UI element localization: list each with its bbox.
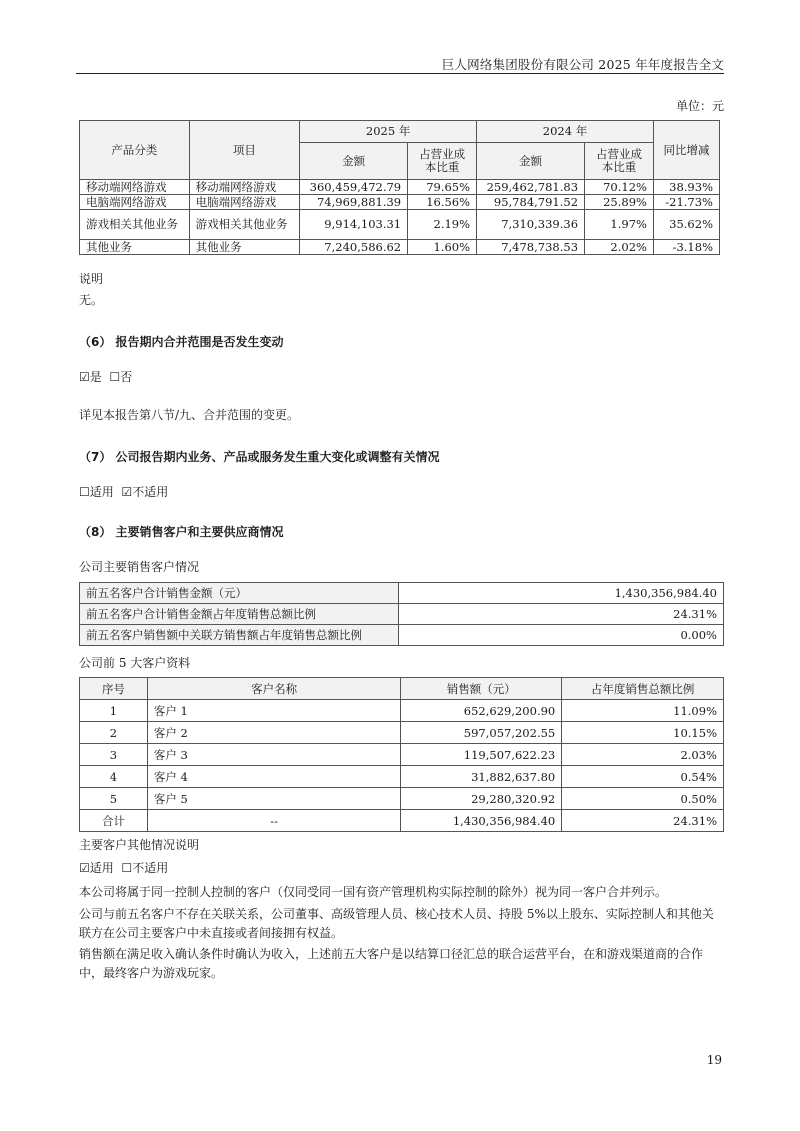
- summary-value-cell: 0.00%: [399, 625, 724, 646]
- amount-2025-cell: 7,240,586.62: [300, 240, 408, 255]
- ratio-cell: 0.54%: [562, 766, 724, 788]
- customer-name-cell: 客户 3: [147, 744, 400, 766]
- section6-no-checkbox[interactable]: ☐: [109, 370, 121, 384]
- note-label: 说明: [79, 272, 104, 286]
- amount-2025-cell: 9,914,103.31: [300, 210, 408, 240]
- amount-2024-header: 金额: [477, 143, 585, 180]
- customer-name-header: 客户名称: [147, 678, 400, 700]
- section7-not-applicable-checkbox[interactable]: ☑: [121, 485, 133, 499]
- section8-heading: （8） 主要销售客户和主要供应商情况: [79, 525, 284, 539]
- ratio-2024-cell: 1.97%: [585, 210, 654, 240]
- item-cell: 移动端网络游戏: [189, 180, 300, 195]
- yoy-change-cell: -3.18%: [653, 240, 719, 255]
- seq-header: 序号: [80, 678, 148, 700]
- summary-row: [80, 625, 724, 646]
- yoy-change-cell: 35.62%: [653, 210, 719, 240]
- col-category-header: 产品分类: [80, 121, 190, 180]
- ratio-2024-cell: 2.02%: [585, 240, 654, 255]
- other-applicable-label: 适用: [89, 861, 114, 875]
- yoy-change-cell: 38.93%: [653, 180, 719, 195]
- amount-2025-cell: 360,459,472.79: [300, 180, 408, 195]
- summary-label-cell: 前五名客户合计销售金额占年度销售总额比例: [80, 604, 399, 625]
- section7-applicable-label: 适用: [89, 485, 114, 499]
- ratio-2024-cell: 70.12%: [585, 180, 654, 195]
- summary-row: [80, 583, 724, 604]
- note-text: 无。: [79, 293, 104, 307]
- section6-options: [79, 370, 132, 385]
- unit-label: 单位：元: [675, 99, 724, 113]
- customer-name-cell: 客户 2: [147, 722, 400, 744]
- amount-2024-cell: 7,478,738.53: [477, 240, 585, 255]
- paragraph-2: 公司与前五名客户不存在关联关系，公司董事、高级管理人员、核心技术人员、持股 5%以上股东、实际控制人和其他关联方在公司主要客户中未直接或者间接拥有权益。: [79, 907, 714, 940]
- page-number: 19: [706, 1053, 722, 1067]
- amount-2024-cell: 7,310,339.36: [477, 210, 585, 240]
- seq-cell: 4: [80, 766, 148, 788]
- seq-cell: 2: [80, 722, 148, 744]
- sales-header: 销售额（元）: [401, 678, 562, 700]
- total-name: --: [147, 810, 400, 832]
- amount-2025-cell: 74,969,881.39: [300, 195, 408, 210]
- item-cell: 其他业务: [189, 240, 300, 255]
- year-2024-header: 2024 年: [477, 121, 654, 143]
- customer-row: [80, 744, 724, 766]
- other-not-applicable-label: 不适用: [132, 861, 169, 875]
- sales-cell: 29,280,320.92: [401, 788, 562, 810]
- section6-yes-label: 是: [89, 370, 102, 384]
- total-sales: 1,430,356,984.40: [401, 810, 562, 832]
- sales-cell: 652,629,200.90: [401, 700, 562, 722]
- ratio-2025-cell: 1.60%: [408, 240, 477, 255]
- product-category-cell: 游戏相关其他业务: [80, 210, 190, 240]
- header-rule: [76, 73, 724, 74]
- ratio-2024-cell: 25.89%: [585, 195, 654, 210]
- product-category-cell: 电脑端网络游戏: [80, 195, 190, 210]
- other-info-options: [79, 861, 168, 876]
- summary-value-cell: 1,430,356,984.40: [399, 583, 724, 604]
- item-cell: 电脑端网络游戏: [189, 195, 300, 210]
- customer-name-cell: 客户 5: [147, 788, 400, 810]
- total-ratio: 24.31%: [562, 810, 724, 832]
- amount-2025-header: 金额: [300, 143, 408, 180]
- ratio-2025-header: 占营业成本比重: [408, 143, 477, 180]
- seq-cell: 1: [80, 700, 148, 722]
- customer-name-cell: 客户 1: [147, 700, 400, 722]
- customer-summary-table: [79, 582, 724, 646]
- yoy-change-cell: -21.73%: [653, 195, 719, 210]
- customer-row: [80, 766, 724, 788]
- cost-table-row: [80, 180, 720, 195]
- ratio-cell: 0.50%: [562, 788, 724, 810]
- customer-row: [80, 788, 724, 810]
- section7-applicable-checkbox[interactable]: ☐: [79, 485, 90, 499]
- cost-table-row: [80, 195, 720, 210]
- product-category-cell: 移动端网络游戏: [80, 180, 190, 195]
- ratio-2025-cell: 2.19%: [408, 210, 477, 240]
- other-info-title: 主要客户其他情况说明: [79, 838, 200, 852]
- cost-table-row: [80, 210, 720, 240]
- other-not-applicable-checkbox[interactable]: ☐: [121, 861, 133, 875]
- year-2025-header: 2025 年: [300, 121, 477, 143]
- ratio-cell: 2.03%: [562, 744, 724, 766]
- total-label: 合计: [80, 810, 148, 832]
- section7-heading: （7） 公司报告期内业务、产品或服务发生重大变化或调整有关情况: [79, 450, 440, 464]
- top5-title: 公司前 5 大客户资料: [79, 656, 191, 670]
- amount-2024-cell: 95,784,791.52: [477, 195, 585, 210]
- col-item-header: 项目: [189, 121, 300, 180]
- paragraph-3: 销售额在满足收入确认条件时确认为收入，上述前五大客户是以结算口径汇总的联合运营平台，在和游戏渠道商的合作中，最终客户为游戏玩家。: [79, 947, 704, 980]
- yoy-header: 同比增减: [653, 121, 719, 180]
- sales-cell: 31,882,637.80: [401, 766, 562, 788]
- section7-not-applicable-label: 不适用: [132, 485, 169, 499]
- section6-no-label: 否: [120, 370, 133, 384]
- customer-row: [80, 722, 724, 744]
- customer-row: [80, 700, 724, 722]
- sales-cell: 597,057,202.55: [401, 722, 562, 744]
- ratio-2025-cell: 16.56%: [408, 195, 477, 210]
- top5-customers-table: [79, 677, 724, 832]
- operating-cost-table: [79, 120, 720, 255]
- header-title: 巨人网络集团股份有限公司 2025 年年度报告全文: [441, 57, 724, 72]
- summary-label-cell: 前五名客户销售额中关联方销售额占年度销售总额比例: [80, 625, 399, 646]
- item-cell: 游戏相关其他业务: [189, 210, 300, 240]
- ratio-2025-cell: 79.65%: [408, 180, 477, 195]
- ratio-cell: 10.15%: [562, 722, 724, 744]
- seq-cell: 5: [80, 788, 148, 810]
- summary-value-cell: 24.31%: [399, 604, 724, 625]
- summary-row: [80, 604, 724, 625]
- section6-heading: （6） 报告期内合并范围是否发生变动: [79, 335, 284, 349]
- major-customers-subtitle: 公司主要销售客户情况: [79, 560, 200, 574]
- paragraph-1: 本公司将属于同一控制人控制的客户（仅同受同一国有资产管理机构实际控制的除外）视为同一客户合并列示。: [79, 885, 668, 899]
- ratio-header: 占年度销售总额比例: [562, 678, 724, 700]
- customer-name-cell: 客户 4: [147, 766, 400, 788]
- seq-cell: 3: [80, 744, 148, 766]
- summary-label-cell: 前五名客户合计销售金额（元）: [80, 583, 399, 604]
- section7-options: [79, 485, 168, 500]
- amount-2024-cell: 259,462,781.83: [477, 180, 585, 195]
- product-category-cell: 其他业务: [80, 240, 190, 255]
- ratio-2024-header: 占营业成本比重: [585, 143, 654, 180]
- section6-detail: 详见本报告第八节/九、合并范围的变更。: [79, 408, 300, 422]
- sales-cell: 119,507,622.23: [401, 744, 562, 766]
- ratio-cell: 11.09%: [562, 700, 724, 722]
- section6-yes-checkbox[interactable]: ☑: [79, 370, 90, 384]
- cost-table-row: [80, 240, 720, 255]
- other-applicable-checkbox[interactable]: ☑: [79, 861, 90, 875]
